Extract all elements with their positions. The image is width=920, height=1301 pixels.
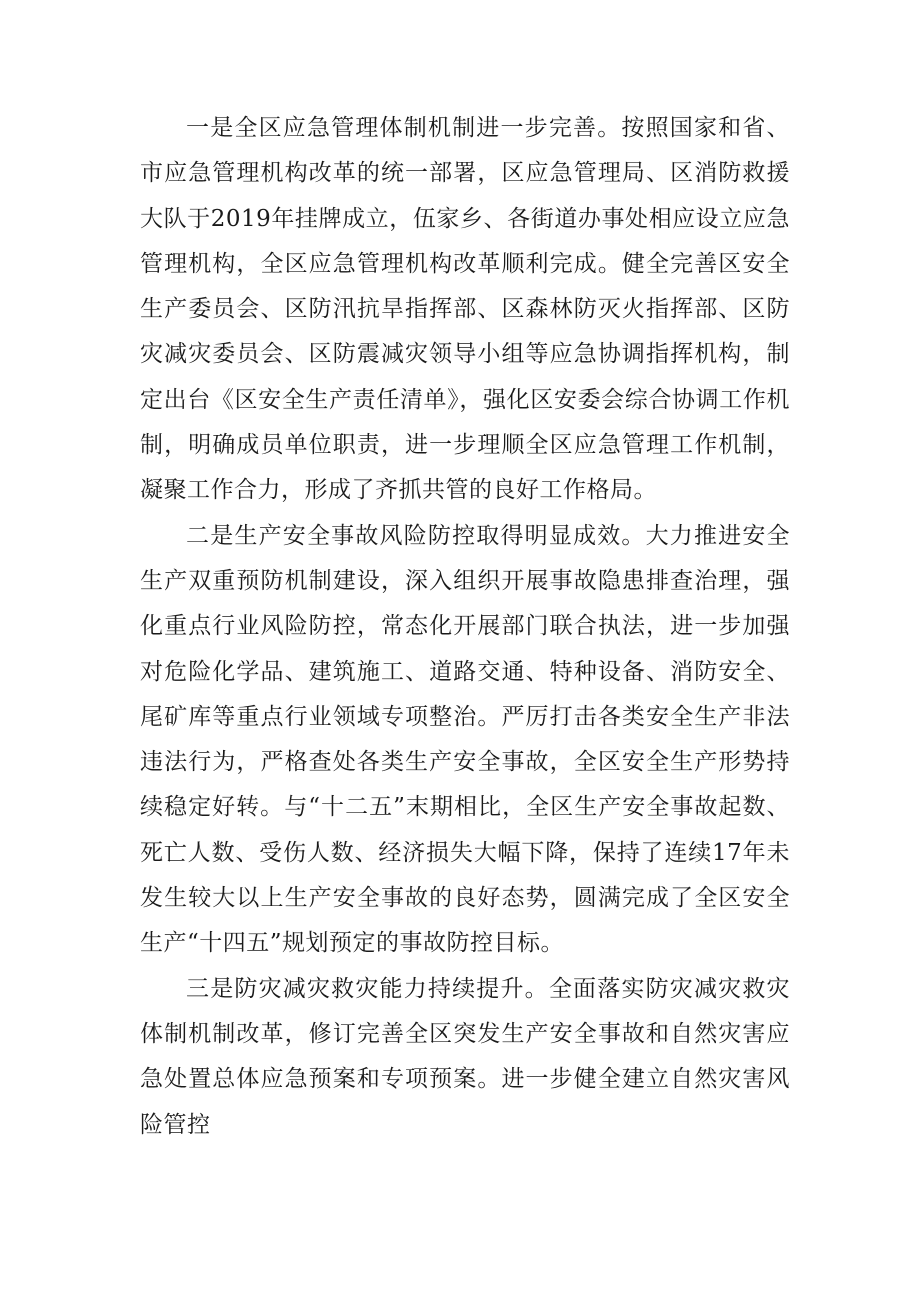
- paragraph-emergency-management-system: 一是全区应急管理体制机制进一步完善。按照国家和省、市应急管理机构改革的统一部署，区应急管理局、区消防救援大队于2019年挂牌成立，伍家乡、各街道办事处相应设立应急管理机构，全区应急管理机构改革顺利完成。健全完善区安全生产委员会、区防汛抗旱指挥部、区森林防灭火指挥部、区防灾减灾委员会、区防震减灾领导小组等应急协调指挥机构，制定出台《区安全生产责任清单》，强化区安委会综合协调工作机制，明确成员单位职责，进一步理顺全区应急管理工作机制，凝聚工作合力，形成了齐抓共管的良好工作格局。: [140, 115, 790, 504]
- paragraph-disaster-prevention: 三是防灾减灾救灾能力持续提升。全面落实防灾减灾救灾体制机制改革，修订完善全区突发生产安全事故和自然灾害应急处置总体应急预案和专项预案。进一步健全建立自然灾害风险管控: [140, 975, 790, 1138]
- paragraph-accident-risk-control: 二是生产安全事故风险防控取得明显成效。大力推进安全生产双重预防机制建设，深入组织开展事故隐患排查治理，强化重点行业风险防控，常态化开展部门联合执法，进一步加强对危险化学品、建筑施工、道路交通、特种设备、消防安全、尾矿库等重点行业领域专项整治。严厉打击各类安全生产非法违法行为，严格查处各类生产安全事故，全区安全生产形势持续稳定好转。与“十二五”末期相比，全区生产安全事故起数、死亡人数、受伤人数、经济损失大幅下降，保持了连续17年未发生较大以上生产安全事故的良好态势，圆满完成了全区安全生产“十四五”规划预定的事故防控目标。: [140, 522, 790, 957]
- document-body: [140, 106, 790, 1148]
